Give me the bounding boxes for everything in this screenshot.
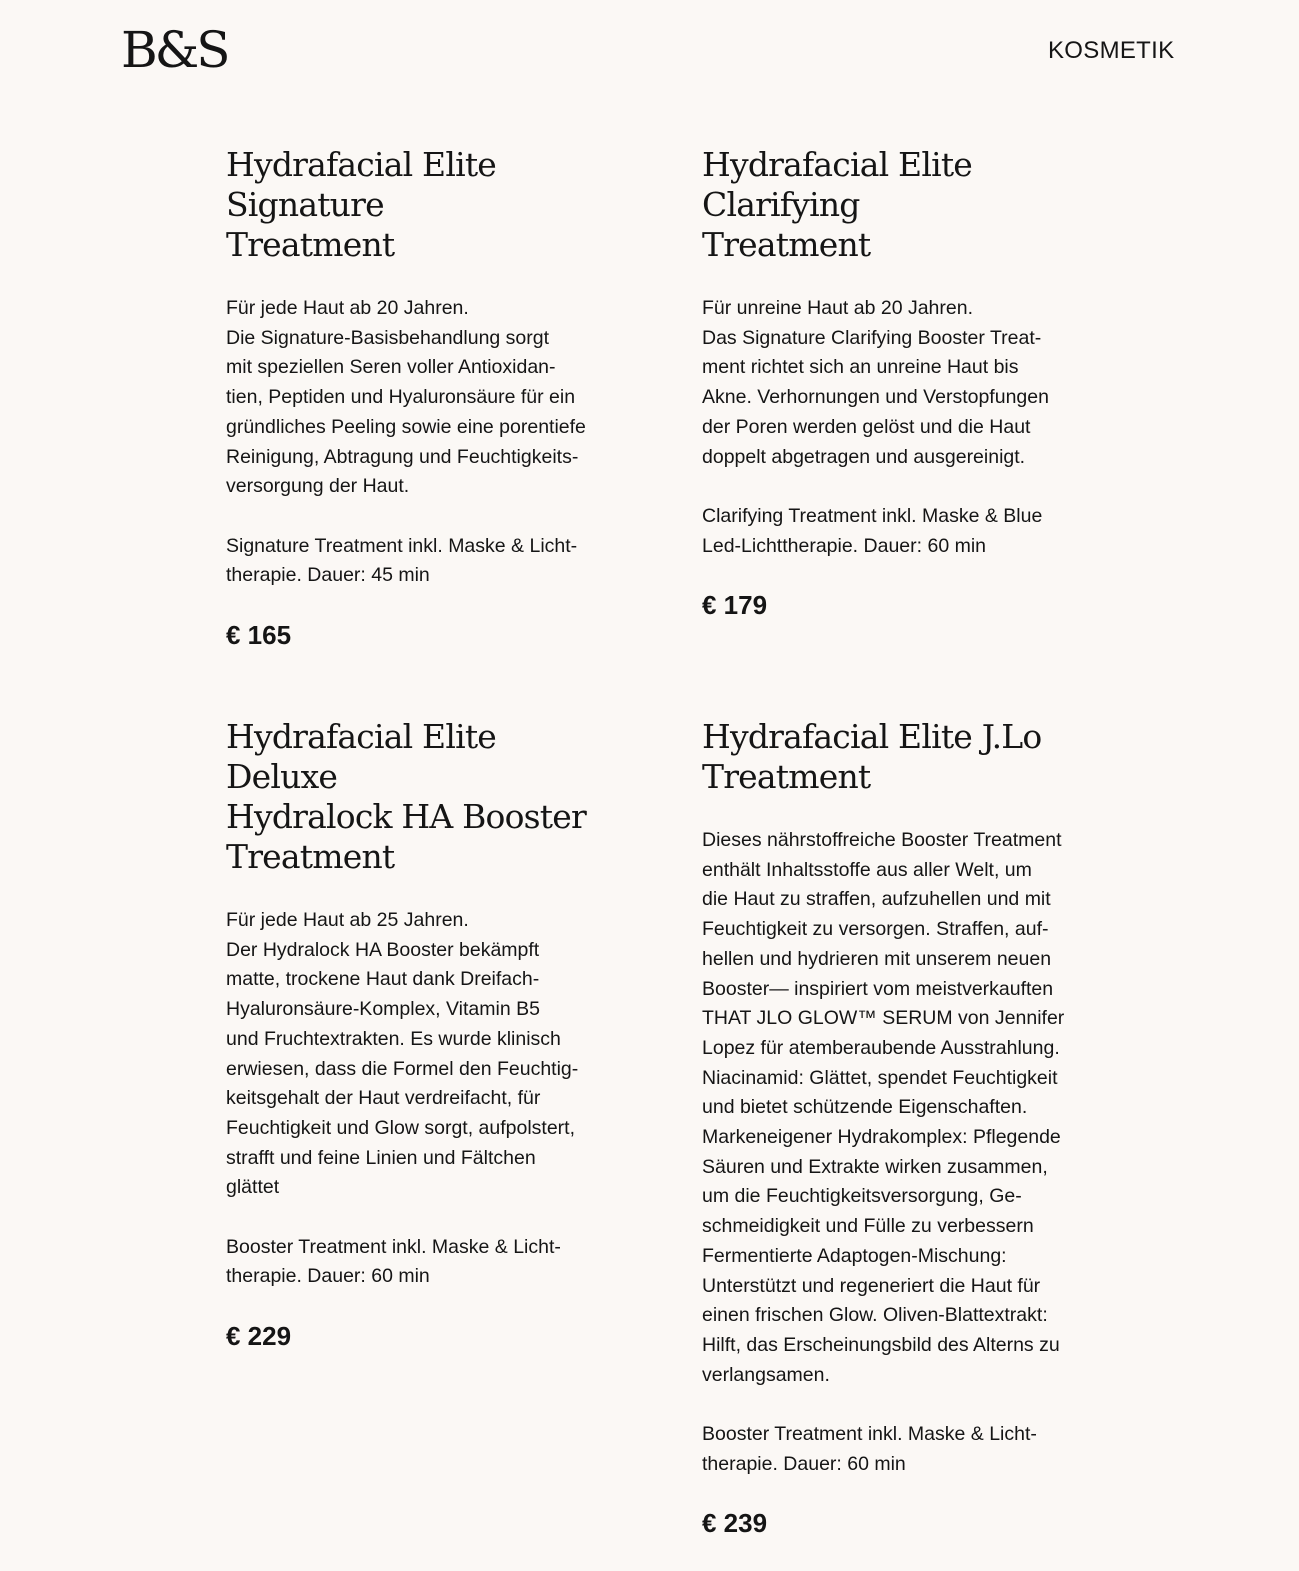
text-line: hellen und hydrieren mit unserem neuen <box>702 947 1052 970</box>
text-line: mit speziellen Seren voller Antioxidan- <box>226 356 556 379</box>
text-line: Dieses nährstoffreiche Booster Treatment <box>702 829 1062 851</box>
treatment-includes <box>226 532 616 591</box>
text-line: Für unreine Haut ab 20 Jahren. <box>702 297 974 319</box>
text-line: gründliches Peeling sowie eine porentiefe <box>226 415 586 438</box>
text-line: Feuchtigkeit und Glow sorgt, aufpolstert, <box>226 1116 576 1139</box>
text-line: Hydralock HA Booster <box>226 797 586 836</box>
text-line: tien, Peptiden und Hyaluronsäure für ein <box>226 386 576 409</box>
text-line: Hyaluronsäure-Komplex, Vitamin B5 <box>226 998 540 1021</box>
treatment-description <box>226 906 616 1203</box>
treatment-description <box>702 826 1092 1390</box>
text-line: doppelt abgetragen und ausgereinigt. <box>702 445 1026 468</box>
text-line: Treatment <box>702 757 871 796</box>
treatment-card-clarifying <box>702 145 1092 621</box>
treatment-title <box>226 145 616 265</box>
text-line: Reinigung, Abtragung und Feuchtigkeits- <box>226 445 579 468</box>
text-line: und bietet schützende Eigenschaften. <box>702 1096 1028 1119</box>
text-line: Signature Treatment inkl. Maske & Licht- <box>226 534 578 557</box>
text-line: therapie. Dauer: 60 min <box>226 1265 430 1288</box>
text-line: Der Hydralock HA Booster bekämpft <box>226 938 540 961</box>
treatment-description <box>702 294 1092 472</box>
treatment-price: € 179 <box>702 590 768 621</box>
text-line: glättet <box>226 1176 280 1199</box>
text-line: der Poren werden gelöst und die Haut <box>702 415 1031 438</box>
treatment-price: € 229 <box>226 1321 292 1352</box>
text-line: Lopez für atemberaubende Ausstrahlung. <box>702 1036 1060 1059</box>
treatment-description <box>226 294 616 502</box>
text-line: Hydrafacial Elite Clarifying <box>702 145 973 224</box>
text-line: Hydrafacial Elite Signature <box>226 145 497 224</box>
text-line: Clarifying Treatment inkl. Maske & Blue <box>702 504 1043 527</box>
text-line: ment richtet sich an unreine Haut bis <box>702 356 1019 379</box>
text-line: die Haut zu straffen, aufzuhellen und mit <box>702 888 1051 911</box>
text-line: Hydrafacial Elite J.Lo <box>702 717 1042 756</box>
treatment-price: € 165 <box>226 620 292 651</box>
text-line: schmeidigkeit und Fülle zu verbessern <box>702 1215 1034 1238</box>
text-line: Hilft, das Erscheinungsbild des Alterns zu <box>702 1333 1060 1356</box>
text-line: Niacinamid: Glättet, spendet Feuchtigkeit <box>702 1066 1058 1089</box>
text-line: Für jede Haut ab 20 Jahren. <box>226 297 469 319</box>
treatment-card-jlo <box>702 717 1092 1539</box>
treatment-includes <box>702 1420 1092 1479</box>
text-line: um die Feuchtigkeitsversorgung, Ge- <box>702 1185 1022 1208</box>
text-line: Hydrafacial Elite Deluxe <box>226 717 497 796</box>
text-line: Das Signature Clarifying Booster Treat- <box>702 326 1042 349</box>
text-line: enthält Inhaltsstoffe aus aller Welt, um <box>702 858 1032 881</box>
text-line: Akne. Verhornungen und Verstopfungen <box>702 386 1049 409</box>
text-line: Fermentierte Adaptogen-Mischung: <box>702 1244 1007 1267</box>
text-line: matte, trockene Haut dank Dreifach- <box>226 968 540 991</box>
brand-logo[interactable]: B&S <box>121 21 228 79</box>
text-line: Feuchtigkeit zu versorgen. Straffen, auf- <box>702 918 1049 941</box>
text-line: versorgung der Haut. <box>226 475 410 498</box>
treatment-title <box>226 717 616 877</box>
text-line: und Fruchtextrakten. Es wurde klinisch <box>226 1027 561 1050</box>
text-line: verlangsamen. <box>702 1363 830 1386</box>
text-line: Die Signature-Basisbehandlung sorgt <box>226 326 550 349</box>
text-line: Treatment <box>226 837 395 876</box>
text-line: Säuren und Extrakte wirken zusammen, <box>702 1155 1048 1178</box>
nav-kosmetik-link[interactable]: KOSMETIK <box>1048 37 1175 64</box>
text-line: Unterstützt und regeneriert die Haut für <box>702 1274 1041 1297</box>
text-line: therapie. Dauer: 60 min <box>702 1452 906 1475</box>
text-line: Booster Treatment inkl. Maske & Licht- <box>702 1423 1037 1446</box>
treatment-card-hydralock <box>226 717 616 1352</box>
text-line: Markeneigener Hydrakomplex: Pflegende <box>702 1126 1061 1149</box>
treatment-price: € 239 <box>702 1508 768 1539</box>
text-line: Booster Treatment inkl. Maske & Licht- <box>226 1235 561 1258</box>
treatment-includes <box>226 1233 616 1292</box>
text-line: Led-Lichttherapie. Dauer: 60 min <box>702 534 986 557</box>
text-line: Treatment <box>226 225 395 264</box>
text-line: erwiesen, dass die Formel den Feuchtig- <box>226 1057 579 1080</box>
treatment-card-signature <box>226 145 616 651</box>
text-line: keitsgehalt der Haut verdreifacht, für <box>226 1087 541 1110</box>
text-line: strafft und feine Linien und Fältchen <box>226 1146 536 1169</box>
text-line: therapie. Dauer: 45 min <box>226 564 430 587</box>
treatment-title <box>702 145 1092 265</box>
treatment-title <box>702 717 1092 797</box>
text-line: Booster— inspiriert vom meistverkauften <box>702 977 1054 1000</box>
text-line: Treatment <box>702 225 871 264</box>
text-line: THAT JLO GLOW™ SERUM von Jennifer <box>702 1007 1065 1030</box>
treatment-includes <box>702 502 1092 561</box>
text-line: einen frischen Glow. Oliven-Blattextrakt: <box>702 1304 1048 1327</box>
text-line: Für jede Haut ab 25 Jahren. <box>226 909 469 931</box>
